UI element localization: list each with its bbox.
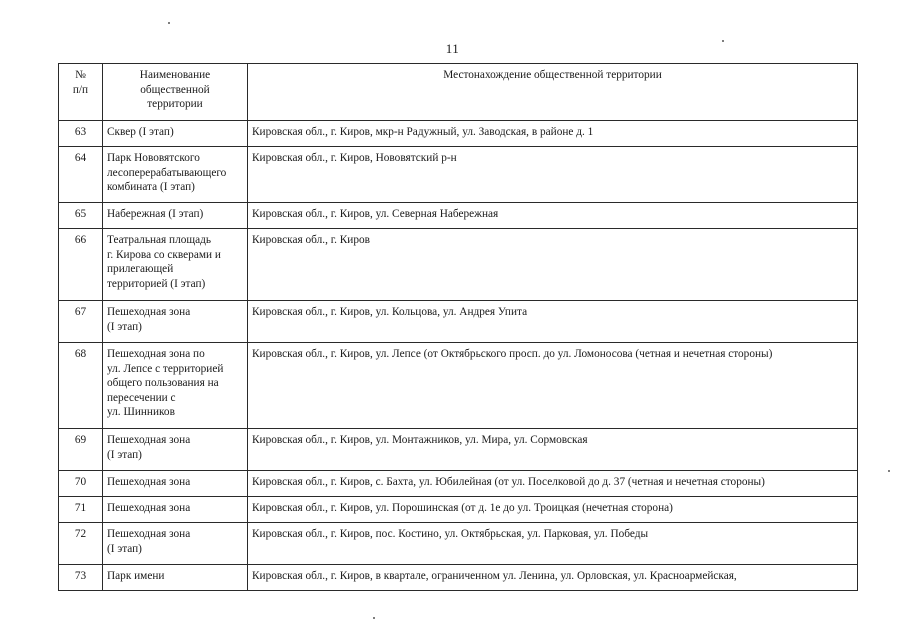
row-number: 66 <box>59 229 103 301</box>
header-name <box>103 64 248 121</box>
row-territory-name: Пешеходная зона <box>103 471 248 497</box>
table-row <box>59 147 858 203</box>
table-header <box>59 64 858 121</box>
row-territory-location: Кировская обл., г. Киров, в квартале, ограниченном ул. Ленина, ул. Орловская, ул. Красноармейская, <box>248 565 858 591</box>
row-territory-name: Пешеходная зона (I этап) <box>103 523 248 565</box>
row-territory-location: Кировская обл., г. Киров, с. Бахта, ул. Юбилейная (от ул. Поселковой до д. 37 (четная и нечетная стороны) <box>248 471 858 497</box>
scan-speck <box>888 470 890 472</box>
table-row <box>59 523 858 565</box>
row-territory-name: Пешеходная зона <box>103 497 248 523</box>
header-name-text: Наименование общественной территории <box>139 69 211 111</box>
row-number: 71 <box>59 497 103 523</box>
row-territory-location: Кировская обл., г. Киров, ул. Порошинская (от д. 1е до ул. Троицкая (нечетная сторона) <box>248 497 858 523</box>
row-territory-name: Набережная (I этап) <box>103 203 248 229</box>
table-row <box>59 429 858 471</box>
row-number: 72 <box>59 523 103 565</box>
row-number: 68 <box>59 343 103 429</box>
row-number: 64 <box>59 147 103 203</box>
table-row <box>59 203 858 229</box>
page-number: 11 <box>445 41 460 56</box>
row-number: 70 <box>59 471 103 497</box>
table-row <box>59 497 858 523</box>
header-location-text: Местонахождение общественной территории <box>443 69 662 81</box>
row-territory-name: Парк имени <box>103 565 248 591</box>
scan-speck <box>373 617 375 619</box>
row-territory-location: Кировская обл., г. Киров, ул. Лепсе (от Октябрьского просп. до ул. Ломоносова (четная и нечетная стороны) <box>248 343 858 429</box>
territories-table <box>58 63 858 591</box>
row-territory-name: Пешеходная зона (I этап) <box>103 301 248 343</box>
row-territory-name: Сквер (I этап) <box>103 121 248 147</box>
row-number: 65 <box>59 203 103 229</box>
table-row <box>59 565 858 591</box>
row-number: 73 <box>59 565 103 591</box>
row-territory-location: Кировская обл., г. Киров, пос. Костино, ул. Октябрьская, ул. Парковая, ул. Победы <box>248 523 858 565</box>
table-header-row <box>59 64 858 121</box>
row-number: 63 <box>59 121 103 147</box>
row-territory-location: Кировская обл., г. Киров, ул. Кольцова, ул. Андрея Упита <box>248 301 858 343</box>
row-number: 67 <box>59 301 103 343</box>
row-territory-name: Пешеходная зона по ул. Лепсе с территорией общего пользования на пересечении с ул. Шинников <box>103 343 248 429</box>
header-location <box>248 64 858 121</box>
row-territory-name: Пешеходная зона (I этап) <box>103 429 248 471</box>
table-row <box>59 229 858 301</box>
table-body <box>59 121 858 591</box>
table-row <box>59 343 858 429</box>
row-territory-location: Кировская обл., г. Киров <box>248 229 858 301</box>
table-row <box>59 471 858 497</box>
header-number-text: № п/п <box>72 69 89 96</box>
row-territory-location: Кировская обл., г. Киров, ул. Северная Набережная <box>248 203 858 229</box>
table-row <box>59 121 858 147</box>
row-territory-location: Кировская обл., г. Киров, Нововятский р-н <box>248 147 858 203</box>
row-territory-name: Парк Нововятского лесоперерабатывающего комбината (I этап) <box>103 147 248 203</box>
table-row <box>59 301 858 343</box>
row-territory-location: Кировская обл., г. Киров, мкр-н Радужный, ул. Заводская, в районе д. 1 <box>248 121 858 147</box>
scan-speck <box>168 22 170 24</box>
row-territory-name: Театральная площадь г. Кирова со скверами и прилегающей территорией (I этап) <box>103 229 248 301</box>
header-number <box>59 64 103 121</box>
scan-speck <box>722 40 724 42</box>
row-territory-location: Кировская обл., г. Киров, ул. Монтажников, ул. Мира, ул. Сормовская <box>248 429 858 471</box>
row-number: 69 <box>59 429 103 471</box>
